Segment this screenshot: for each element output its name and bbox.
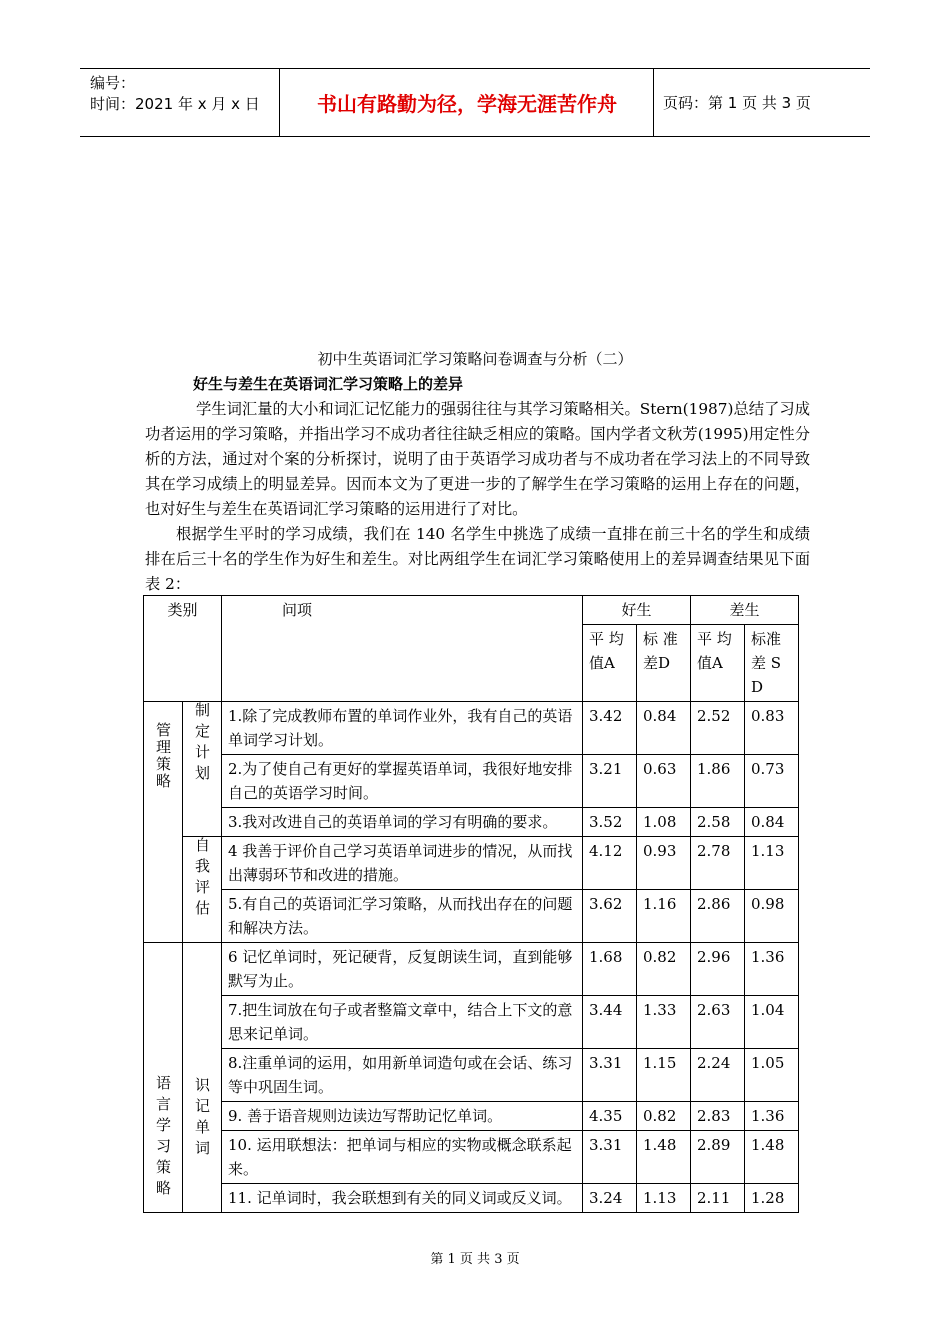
table-row (144, 1049, 799, 1102)
header-good: 好生 (583, 596, 691, 625)
value-cell: 2.24 (691, 1049, 745, 1102)
value-cell: 3.62 (583, 890, 637, 943)
table-row (144, 890, 799, 943)
table-row (144, 808, 799, 837)
value-cell: 2.58 (691, 808, 745, 837)
header-sd-good: 标 准 差D (637, 625, 691, 702)
question-cell: 9. 善于语音规则边读边写帮助记忆单词。 (222, 1102, 583, 1131)
value-cell: 2.11 (691, 1184, 745, 1213)
question-cell: 1.除了完成教师布置的单词作业外，我有自己的英语单词学习计划。 (222, 702, 583, 755)
table-row (144, 837, 799, 890)
paragraph-1: 学生词汇量的大小和词汇记忆能力的强弱往往与其学习策略相关。Stern(1987)总结了习成功者运用的学习策略，并指出学习不成功者往往缺乏相应的策略。国内学者文秋芳(1995)用定性分析的方法，通过对个案的分析探讨，说明了由于英语学习成功者与不成功者在学习法上的不同导致其在学习成绩上的明显差异。因而本文为了更进一步的了解学生在学习策略的运用上存在的问题，也对好生与差生在英语词汇学习策略的运用进行了对比。 (145, 400, 810, 518)
header-poor: 差生 (691, 596, 799, 625)
value-cell: 2.86 (691, 890, 745, 943)
value-cell: 3.44 (583, 996, 637, 1049)
value-cell: 2.83 (691, 1102, 745, 1131)
value-cell: 2.89 (691, 1131, 745, 1184)
subcategory-plan: 制定计划 (183, 702, 222, 837)
table-row (144, 1102, 799, 1131)
table-row (144, 1184, 799, 1213)
value-cell: 3.31 (583, 1049, 637, 1102)
header-sd-poor: 标准差 S D (745, 625, 799, 702)
strategy-table (143, 595, 799, 1213)
subcategory-self-eval: 自我评估 (183, 837, 222, 943)
paragraph-2: 根据学生平时的学习成绩，我们在 140 名学生中挑选了成绩一直排在前三十名的学生和成绩排在后三十名的学生作为好生和差生。对比两组学生在词汇学习策略使用上的差异调查结果见下面表 2： (145, 525, 810, 593)
header-page-info: 页码：第 1 页 共 3 页 (663, 94, 811, 112)
value-cell: 1.05 (745, 1049, 799, 1102)
page-footer: 第 1 页 共 3 页 (430, 1252, 520, 1267)
value-cell: 1.48 (745, 1131, 799, 1184)
value-cell: 0.84 (637, 702, 691, 755)
value-cell: 1.36 (745, 943, 799, 996)
question-cell: 2.为了使自己有更好的掌握英语单词，我很好地安排自己的英语学习时间。 (222, 755, 583, 808)
value-cell: 1.13 (745, 837, 799, 890)
question-cell: 11. 记单词时，我会联想到有关的同义词或反义词。 (222, 1184, 583, 1213)
page-header (80, 68, 870, 137)
value-cell: 2.78 (691, 837, 745, 890)
header-item: 问项 (222, 596, 583, 702)
value-cell: 0.82 (637, 1102, 691, 1131)
value-cell: 1.33 (637, 996, 691, 1049)
value-cell: 4.35 (583, 1102, 637, 1131)
category-management: 管理策略 (144, 702, 183, 943)
value-cell: 3.52 (583, 808, 637, 837)
value-cell: 1.15 (637, 1049, 691, 1102)
value-cell: 4.12 (583, 837, 637, 890)
value-cell: 1.28 (745, 1184, 799, 1213)
table-row (144, 943, 799, 996)
value-cell: 3.21 (583, 755, 637, 808)
value-cell: 3.24 (583, 1184, 637, 1213)
value-cell: 1.48 (637, 1131, 691, 1184)
value-cell: 1.68 (583, 943, 637, 996)
value-cell: 1.04 (745, 996, 799, 1049)
value-cell: 1.16 (637, 890, 691, 943)
doc-title: 初中生英语词汇学习策略问卷调查与分析（二） (317, 350, 633, 368)
value-cell: 3.42 (583, 702, 637, 755)
question-cell: 8.注重单词的运用，如用新单词造句或在会话、练习等中巩固生词。 (222, 1049, 583, 1102)
value-cell: 1.08 (637, 808, 691, 837)
question-cell: 3.我对改进自己的英语单词的学习有明确的要求。 (222, 808, 583, 837)
question-cell: 5.有自己的英语词汇学习策略，从而找出存在的问题和解决方法。 (222, 890, 583, 943)
subcategory-memorize: 识记单词 (183, 943, 222, 1213)
value-cell: 0.98 (745, 890, 799, 943)
header-category: 类别 (144, 596, 222, 702)
header-mean-good: 平 均 值A (583, 625, 637, 702)
value-cell: 2.96 (691, 943, 745, 996)
table-row (144, 755, 799, 808)
table-row (144, 702, 799, 755)
table-header-row (144, 596, 799, 625)
question-cell: 4 我善于评价自己学习英语单词进步的情况，从而找出薄弱环节和改进的措施。 (222, 837, 583, 890)
time-label: 时间：2021 年 x 月 x 日 (90, 95, 260, 113)
header-meta (80, 69, 280, 136)
value-cell: 0.82 (637, 943, 691, 996)
value-cell: 3.31 (583, 1131, 637, 1184)
table-row (144, 1131, 799, 1184)
value-cell: 1.13 (637, 1184, 691, 1213)
value-cell: 1.36 (745, 1102, 799, 1131)
header-motto: 书山有路勤为径，学海无涯苦作舟 (281, 69, 654, 136)
value-cell: 1.86 (691, 755, 745, 808)
header-mean-poor: 平 均 值A (691, 625, 745, 702)
question-cell: 6 记忆单词时，死记硬背，反复朗读生词，直到能够默写为止。 (222, 943, 583, 996)
code-label: 编号： (90, 74, 136, 92)
value-cell: 0.83 (745, 702, 799, 755)
question-cell: 7.把生词放在句子或者整篇文章中，结合上下文的意思来记单词。 (222, 996, 583, 1049)
value-cell: 0.93 (637, 837, 691, 890)
value-cell: 0.84 (745, 808, 799, 837)
table-row (144, 996, 799, 1049)
value-cell: 2.52 (691, 702, 745, 755)
value-cell: 0.73 (745, 755, 799, 808)
value-cell: 2.63 (691, 996, 745, 1049)
category-language: 语言学习策略 (144, 943, 183, 1213)
value-cell: 0.63 (637, 755, 691, 808)
question-cell: 10. 运用联想法：把单词与相应的实物或概念联系起来。 (222, 1131, 583, 1184)
doc-subtitle: 好生与差生在英语词汇学习策略上的差异 (193, 375, 464, 393)
